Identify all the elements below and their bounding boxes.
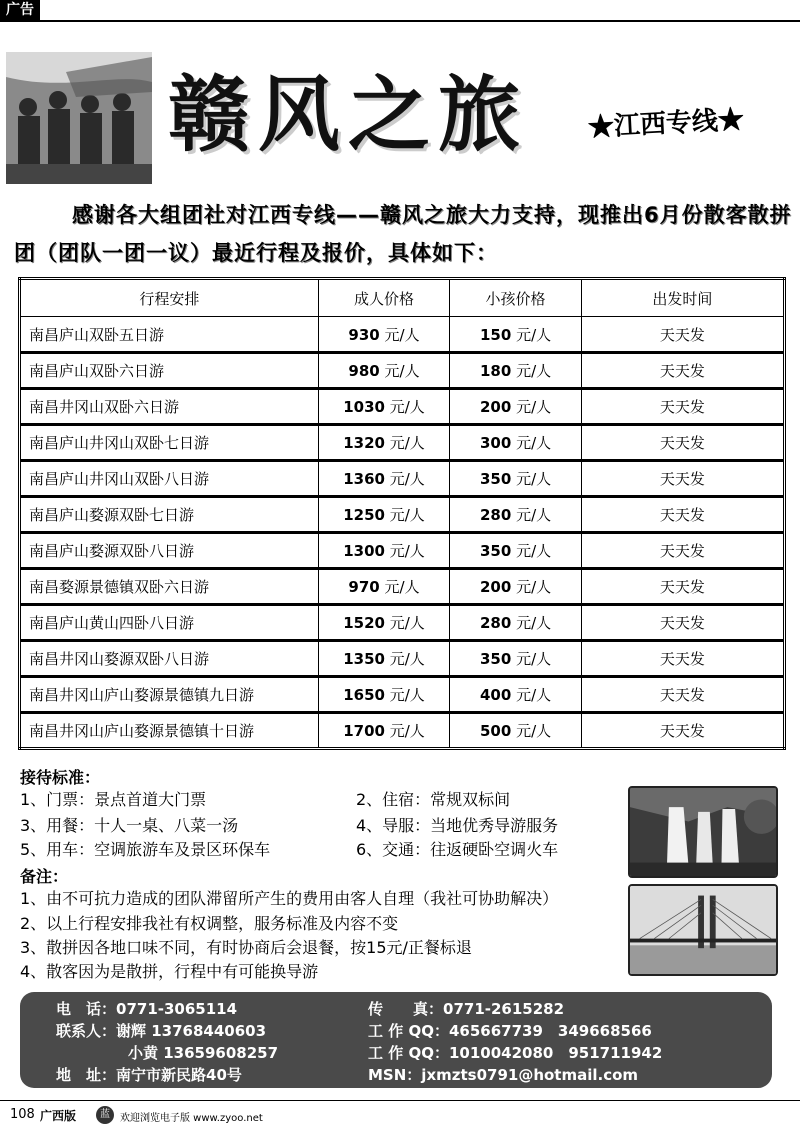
price-value: 1700 [343, 722, 385, 740]
child-price-cell [450, 497, 582, 533]
price-unit: 元/人 [516, 470, 552, 488]
route-cell: 南昌庐山井冈山双卧七日游 [20, 425, 319, 461]
adult-price-cell [318, 389, 450, 425]
price-value: 400 [479, 686, 512, 704]
header-adult-price: 成人价格 [318, 279, 450, 317]
adult-price-cell [318, 641, 450, 677]
footer [0, 1100, 800, 1128]
top-rule [0, 20, 800, 22]
price-unit: 元/人 [384, 578, 420, 596]
price-value: 150 [479, 325, 512, 344]
qq-value-2: 1010042080 951711942 [448, 1044, 663, 1062]
price-value: 970 [348, 578, 380, 596]
price-unit: 元/人 [516, 362, 552, 380]
bridge-image [628, 884, 778, 976]
price-unit: 元/人 [516, 434, 552, 452]
child-price-cell [450, 533, 582, 569]
route-cell: 南昌庐山双卧五日游 [20, 317, 319, 353]
price-unit: 元/人 [516, 325, 552, 344]
contact-person-1: 谢辉 13768440603 [116, 1022, 267, 1040]
price-value: 300 [479, 434, 512, 452]
price-unit: 元/人 [516, 542, 552, 560]
route-cell: 南昌庐山井冈山双卧八日游 [20, 461, 319, 497]
price-table [18, 277, 786, 750]
route-cell: 南昌井冈山双卧六日游 [20, 389, 319, 425]
qq-row-2 [368, 1042, 662, 1064]
price-unit: 元/人 [389, 434, 425, 452]
price-value: 1350 [343, 650, 385, 668]
header-route: 行程安排 [20, 279, 319, 317]
price-value: 280 [479, 614, 512, 632]
table-row [20, 569, 785, 605]
departure-cell: 天天发 [581, 713, 784, 749]
magazine-logo: 蓝 [96, 1106, 114, 1124]
waterfall-image [628, 786, 778, 878]
banner-soldiers-image [6, 52, 152, 184]
header-child-price: 小孩价格 [450, 279, 582, 317]
price-value: 1650 [343, 686, 385, 704]
standards-title: 接待标准： [20, 768, 101, 787]
fax-label: 传 真： [368, 1000, 444, 1018]
address-label: 地 址： [56, 1066, 117, 1084]
standard-item: 3、用餐：十人一桌、八菜一汤 [20, 816, 239, 835]
route-cell: 南昌井冈山庐山婺源景德镇九日游 [20, 677, 319, 713]
notes-title: 备注： [20, 867, 69, 886]
price-value: 1250 [343, 506, 385, 524]
price-value: 180 [479, 362, 512, 380]
price-unit: 元/人 [389, 398, 425, 416]
child-price-cell [450, 569, 582, 605]
address-row [56, 1064, 242, 1086]
child-price-cell [450, 641, 582, 677]
price-unit: 元/人 [516, 578, 552, 596]
ad-tag: 广告 [0, 0, 40, 20]
standard-item: 1、门票：景点首道大门票 [20, 790, 207, 809]
note-item: 1、由不可抗力造成的团队滞留所产生的费用由客人自理（我社可协助解决） [20, 889, 559, 908]
note-item: 3、散拼因各地口味不同，有时协商后会退餐，按15元/正餐标退 [20, 938, 472, 957]
website-text: 欢迎浏览电子版 www.zyoo.net [120, 1113, 263, 1124]
adult-price-cell [318, 677, 450, 713]
route-cell: 南昌庐山黄山四卧八日游 [20, 605, 319, 641]
adult-price-cell [318, 533, 450, 569]
contact-label: 联系人： [56, 1022, 117, 1040]
phone-label: 电 话： [56, 1000, 117, 1018]
price-unit: 元/人 [389, 722, 425, 740]
price-unit: 元/人 [384, 362, 420, 380]
child-price-cell [450, 353, 582, 389]
standard-item: 6、交通：往返硬卧空调火车 [356, 840, 559, 859]
departure-cell: 天天发 [581, 353, 784, 389]
table-row [20, 641, 785, 677]
price-value: 1520 [343, 614, 385, 632]
departure-cell: 天天发 [581, 569, 784, 605]
header-departure: 出发时间 [581, 279, 784, 317]
price-value: 200 [479, 398, 512, 416]
price-value: 1360 [343, 470, 385, 488]
contact-person-2: 小黄 13659608257 [128, 1044, 279, 1062]
contact-row-1 [56, 1020, 266, 1042]
adult-price-cell [318, 713, 450, 749]
child-price-cell [450, 461, 582, 497]
price-value: 500 [479, 722, 512, 740]
adult-price-cell [318, 569, 450, 605]
route-cell: 南昌井冈山婺源双卧八日游 [20, 641, 319, 677]
fax-row [368, 998, 564, 1020]
child-price-cell [450, 317, 582, 353]
child-price-cell [450, 389, 582, 425]
price-value: 1320 [343, 434, 385, 452]
address-value: 南宁市新民路40号 [116, 1066, 242, 1084]
child-price-cell [450, 425, 582, 461]
table-row [20, 389, 785, 425]
qq-value-1: 465667739 349668566 [448, 1022, 652, 1040]
fax-value: 0771-2615282 [443, 1000, 565, 1018]
price-value: 280 [479, 506, 512, 524]
price-value: 930 [348, 325, 380, 344]
child-price-cell [450, 713, 582, 749]
table-row [20, 497, 785, 533]
note-item: 4、散客因为是散拼，行程中有可能换导游 [20, 962, 319, 981]
adult-price-cell [318, 497, 450, 533]
route-cell: 南昌庐山双卧六日游 [20, 353, 319, 389]
price-unit: 元/人 [384, 325, 420, 344]
intro-text: 感谢各大组团社对江西专线——赣风之旅大力支持，现推出6月份散客散拼团（团队一团一议）最近行程及报价，具体如下： [14, 203, 792, 265]
main-title: 赣风之旅 [168, 67, 529, 163]
departure-cell: 天天发 [581, 461, 784, 497]
price-unit: 元/人 [389, 614, 425, 632]
departure-cell: 天天发 [581, 317, 784, 353]
price-value: 200 [479, 578, 512, 596]
price-value: 980 [348, 362, 380, 380]
contact-row-2 [128, 1042, 278, 1064]
table-row [20, 461, 785, 497]
standard-item: 2、住宿：常规双标间 [356, 790, 511, 809]
table-row [20, 605, 785, 641]
footer-rule [0, 1100, 800, 1101]
departure-cell: 天天发 [581, 533, 784, 569]
route-cell: 南昌井冈山庐山婺源景德镇十日游 [20, 713, 319, 749]
adult-price-cell [318, 461, 450, 497]
table-row [20, 317, 785, 353]
adult-price-cell [318, 317, 450, 353]
price-unit: 元/人 [516, 650, 552, 668]
route-cell: 南昌婺源景德镇双卧六日游 [20, 569, 319, 605]
phone-value: 0771-3065114 [116, 1000, 238, 1018]
adult-price-cell [318, 425, 450, 461]
adult-price-cell [318, 353, 450, 389]
departure-cell: 天天发 [581, 677, 784, 713]
qq-label: 工 作 QQ： [368, 1044, 449, 1062]
price-unit: 元/人 [389, 650, 425, 668]
table-header-row [20, 279, 785, 317]
price-unit: 元/人 [516, 614, 552, 632]
table-row [20, 677, 785, 713]
price-value: 1030 [343, 398, 385, 416]
price-unit: 元/人 [389, 686, 425, 704]
table-row [20, 353, 785, 389]
msn-value: jxmzts0791@hotmail.com [421, 1066, 639, 1084]
adult-price-cell [318, 605, 450, 641]
price-unit: 元/人 [389, 542, 425, 560]
price-unit: 元/人 [516, 506, 552, 524]
departure-cell: 天天发 [581, 641, 784, 677]
child-price-cell [450, 605, 582, 641]
table-row [20, 425, 785, 461]
price-unit: 元/人 [516, 686, 552, 704]
note-item: 2、以上行程安排我社有权调整，服务标准及内容不变 [20, 914, 399, 933]
magazine-edition: 广西版 [40, 1109, 77, 1123]
standard-item: 4、导服：当地优秀导游服务 [356, 816, 559, 835]
child-price-cell [450, 677, 582, 713]
table-row [20, 713, 785, 749]
price-value: 1300 [343, 542, 385, 560]
subtitle: ★江西专线★ [587, 104, 745, 144]
departure-cell: 天天发 [581, 389, 784, 425]
departure-cell: 天天发 [581, 497, 784, 533]
msn-row [368, 1064, 638, 1086]
phone-row [56, 998, 237, 1020]
contact-box [20, 992, 772, 1088]
price-unit: 元/人 [389, 470, 425, 488]
price-value: 350 [479, 470, 512, 488]
qq-row-1 [368, 1020, 652, 1042]
page-number: 108 [10, 1107, 35, 1122]
msn-label: MSN： [368, 1066, 422, 1084]
price-value: 350 [479, 650, 512, 668]
standard-item: 5、用车：空调旅游车及景区环保车 [20, 840, 271, 859]
route-cell: 南昌庐山婺源双卧七日游 [20, 497, 319, 533]
price-value: 350 [479, 542, 512, 560]
route-cell: 南昌庐山婺源双卧八日游 [20, 533, 319, 569]
departure-cell: 天天发 [581, 605, 784, 641]
departure-cell: 天天发 [581, 425, 784, 461]
qq-label: 工 作 QQ： [368, 1022, 449, 1040]
price-unit: 元/人 [516, 398, 552, 416]
price-unit: 元/人 [389, 506, 425, 524]
price-unit: 元/人 [516, 722, 552, 740]
table-row [20, 533, 785, 569]
